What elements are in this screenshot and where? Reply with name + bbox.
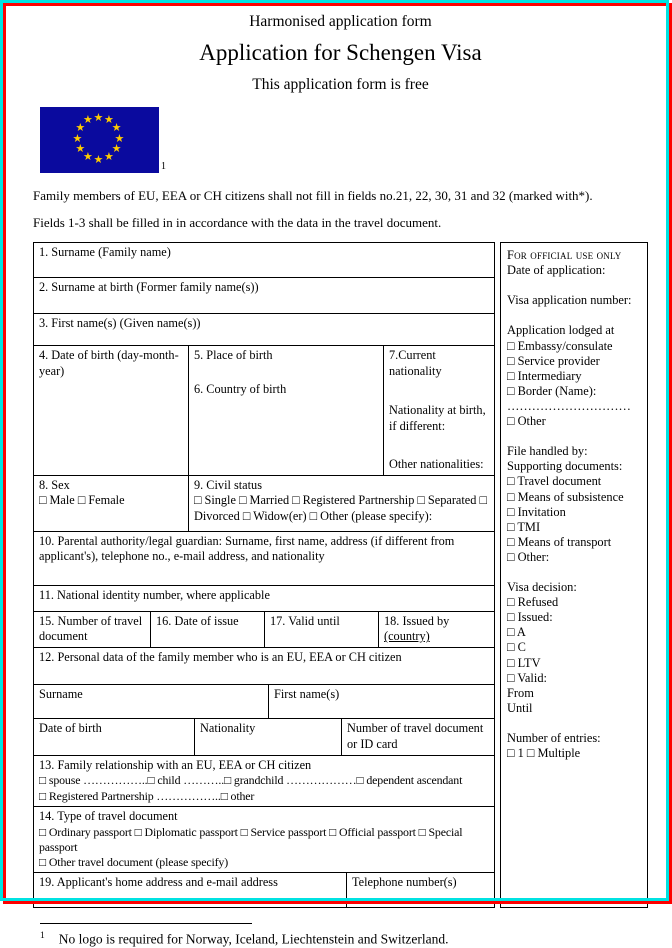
field-5-place-of-birth: 5. Place of birth bbox=[194, 348, 273, 362]
eu-star-icon: ★ bbox=[104, 114, 114, 127]
eu-star-icon: ★ bbox=[111, 122, 122, 134]
field-19-home-address: 19. Applicant's home address and e-mail address bbox=[39, 875, 278, 890]
header-subtitle-top: Harmonised application form bbox=[249, 13, 432, 30]
flag-footnote-ref: 1 bbox=[161, 161, 166, 172]
field-12-first-names: First name(s) bbox=[268, 685, 494, 718]
field-8-options: □ Male □ Female bbox=[39, 493, 125, 508]
footnote-separator bbox=[40, 923, 252, 924]
eu-flag-block bbox=[40, 106, 648, 173]
field-8-label: 8. Sex bbox=[39, 477, 70, 492]
document-header bbox=[33, 13, 648, 94]
field-4-date-of-birth: 4. Date of birth (day-month-year) bbox=[39, 348, 179, 378]
field-7-nationality bbox=[383, 346, 494, 475]
field-12-nationality: Nationality bbox=[194, 719, 341, 754]
row-sex-civil-status bbox=[34, 476, 494, 532]
official-use-line: □ Embassy/consulate bbox=[507, 338, 613, 353]
row-family-member-names bbox=[34, 685, 494, 719]
official-use-title: For official use only bbox=[507, 248, 622, 262]
header-subtitle-bottom: This application form is free bbox=[252, 76, 429, 93]
eu-flag-icon bbox=[40, 107, 159, 173]
footnote-block bbox=[33, 923, 648, 948]
footnote-text: No logo is required for Norway, Iceland, Liechtenstein and Switzerland. bbox=[58, 931, 449, 947]
official-use-line bbox=[507, 429, 641, 444]
field-14-label: 14. Type of travel document bbox=[39, 808, 178, 823]
official-use-line: □ LTV bbox=[507, 655, 541, 670]
official-use-line: □ Refused bbox=[507, 595, 559, 610]
field-17-valid-until: 17. Valid until bbox=[264, 612, 378, 647]
official-use-line: File handled by: bbox=[507, 444, 588, 459]
field-10-parental-authority: 10. Parental authority/legal guardian: Surname, first name, address (if different from applicant's), telephone no., e-mail address, and nationality bbox=[39, 533, 455, 564]
field-14-options-line1: □ Ordinary passport □ Diplomatic passport □ Service passport □ Official passport □ Special passport bbox=[39, 824, 463, 854]
eu-star-icon: ★ bbox=[83, 150, 93, 163]
official-use-line: □ Travel document bbox=[507, 474, 602, 489]
official-use-line: □ 1 □ Multiple bbox=[507, 746, 581, 761]
row-birth-nationality bbox=[34, 346, 494, 476]
form-area bbox=[33, 242, 648, 908]
field-2-surname-at-birth: 2. Surname at birth (Former family name(s)) bbox=[39, 280, 259, 294]
eu-star-icon: ★ bbox=[93, 153, 104, 166]
row-family-member-header bbox=[34, 648, 494, 685]
row-surname bbox=[34, 243, 494, 278]
row-surname-at-birth bbox=[34, 278, 494, 314]
official-use-line: □ C bbox=[507, 640, 526, 655]
official-use-line: □ Service provider bbox=[507, 353, 600, 368]
field-18-label: 18. Issued by bbox=[384, 613, 450, 628]
footnote-text-line bbox=[33, 931, 648, 948]
official-use-line bbox=[507, 565, 641, 580]
field-16-date-of-issue: 16. Date of issue bbox=[150, 612, 264, 647]
official-use-line: Date of application: bbox=[507, 263, 606, 278]
row-home-address bbox=[34, 873, 494, 907]
footnote-ref: 1 bbox=[40, 931, 45, 942]
field-15-number-of-travel-document: 15. Number of travel document bbox=[39, 613, 143, 644]
official-use-line: Until bbox=[507, 700, 533, 715]
field-6-country-of-birth: 6. Country of birth bbox=[194, 381, 287, 396]
official-use-line: Number of entries: bbox=[507, 731, 601, 745]
field-11-national-identity-number: 11. National identity number, where applicable bbox=[39, 587, 270, 602]
row-family-member-details bbox=[34, 719, 494, 755]
official-use-line bbox=[507, 278, 641, 293]
field-18-country-underlined: (country) bbox=[384, 629, 430, 644]
official-use-line: □ A bbox=[507, 625, 526, 640]
eu-star-icon: ★ bbox=[111, 143, 122, 155]
form-document bbox=[33, 13, 648, 948]
official-use-line: □ Means of subsistence bbox=[507, 489, 624, 504]
official-use-line: Visa decision: bbox=[507, 580, 577, 595]
field-13-options-line1: □ spouse ……………..□ child ………..□ grandchild ………………□ dependent ascendant bbox=[39, 773, 463, 788]
official-use-line: □ TMI bbox=[507, 519, 541, 534]
official-use-line: Supporting documents: bbox=[507, 459, 623, 474]
eu-star-icon: ★ bbox=[104, 150, 114, 163]
official-use-line: □ Other: bbox=[507, 549, 550, 564]
official-use-line: □ Border (Name): bbox=[507, 383, 597, 398]
official-use-line: □ Other bbox=[507, 414, 546, 429]
official-use-lines bbox=[507, 263, 641, 761]
field-7-current-nationality: 7.Current nationality bbox=[389, 348, 442, 378]
row-national-identity-number bbox=[34, 586, 494, 612]
eu-star-icon: ★ bbox=[72, 132, 83, 145]
field-18-issued-by bbox=[378, 612, 494, 647]
official-use-line: □ Invitation bbox=[507, 504, 566, 519]
field-9-label: 9. Civil status bbox=[194, 477, 262, 492]
field-8-sex bbox=[34, 476, 188, 531]
instruction-note-2: Fields 1-3 shall be filled in in accordance with the data in the travel document. bbox=[33, 215, 442, 230]
field-3-first-names: 3. First name(s) (Given name(s)) bbox=[39, 316, 201, 330]
field-9-civil-status bbox=[188, 476, 494, 531]
eu-star-icon: ★ bbox=[75, 143, 86, 155]
official-use-line bbox=[507, 308, 641, 323]
eu-star-icon: ★ bbox=[83, 114, 93, 127]
field-13-label: 13. Family relationship with an EU, EEA or CH citizen bbox=[39, 757, 312, 772]
row-parental-authority bbox=[34, 532, 494, 586]
eu-star-icon: ★ bbox=[93, 111, 104, 124]
row-family-relationship bbox=[34, 756, 494, 807]
row-travel-document-details bbox=[34, 612, 494, 648]
official-use-line bbox=[507, 716, 641, 731]
instruction-note-1: Family members of EU, EEA or CH citizens shall not fill in fields no.21, 22, 30, 31 and 32 (marked with*). bbox=[33, 188, 593, 203]
instruction-notes bbox=[33, 188, 648, 231]
official-use-line: □ Means of transport bbox=[507, 534, 612, 549]
field-12-family-member-data: 12. Personal data of the family member who is an EU, EEA or CH citizen bbox=[39, 650, 402, 665]
field-12-date-of-birth: Date of birth bbox=[39, 721, 102, 736]
official-use-line: □ Valid: bbox=[507, 670, 547, 685]
official-use-line: Application lodged at bbox=[507, 323, 615, 338]
field-7-other-nationalities: Other nationalities: bbox=[389, 456, 484, 471]
official-use-line: Visa application number: bbox=[507, 293, 632, 308]
field-13-family-relationship bbox=[34, 756, 494, 806]
official-use-line: ………………………… bbox=[507, 398, 631, 413]
row-first-names bbox=[34, 314, 494, 346]
official-use-line: □ Issued: bbox=[507, 610, 553, 625]
field-7-nationality-at-birth: Nationality at birth, if different: bbox=[389, 403, 486, 434]
eu-star-icon: ★ bbox=[75, 122, 86, 134]
field-13-options-line2: □ Registered Partnership ……………..□ other bbox=[39, 788, 255, 803]
field-14-options-line2: □ Other travel document (please specify) bbox=[39, 855, 229, 870]
field-1-surname: 1. Surname (Family name) bbox=[39, 245, 171, 259]
field-12-travel-document-number: Number of travel document or ID card bbox=[341, 719, 494, 754]
page-title: Application for Schengen Visa bbox=[199, 40, 482, 65]
official-use-line: □ Intermediary bbox=[507, 368, 582, 383]
official-use-box bbox=[500, 242, 648, 908]
row-type-of-travel-document bbox=[34, 807, 494, 873]
field-12-surname: Surname bbox=[39, 687, 83, 702]
field-19-telephone-numbers: Telephone number(s) bbox=[346, 873, 494, 907]
field-9-options: □ Single □ Married □ Registered Partnership □ Separated □ Divorced □ Widow(er) □ Other (please specify): bbox=[194, 493, 487, 524]
official-use-line: From bbox=[507, 685, 534, 700]
applicant-data-table bbox=[33, 242, 495, 908]
eu-star-icon: ★ bbox=[114, 132, 125, 145]
field-14-type-of-travel-document bbox=[34, 807, 494, 872]
field-5-6-place-country-of-birth bbox=[188, 346, 383, 475]
